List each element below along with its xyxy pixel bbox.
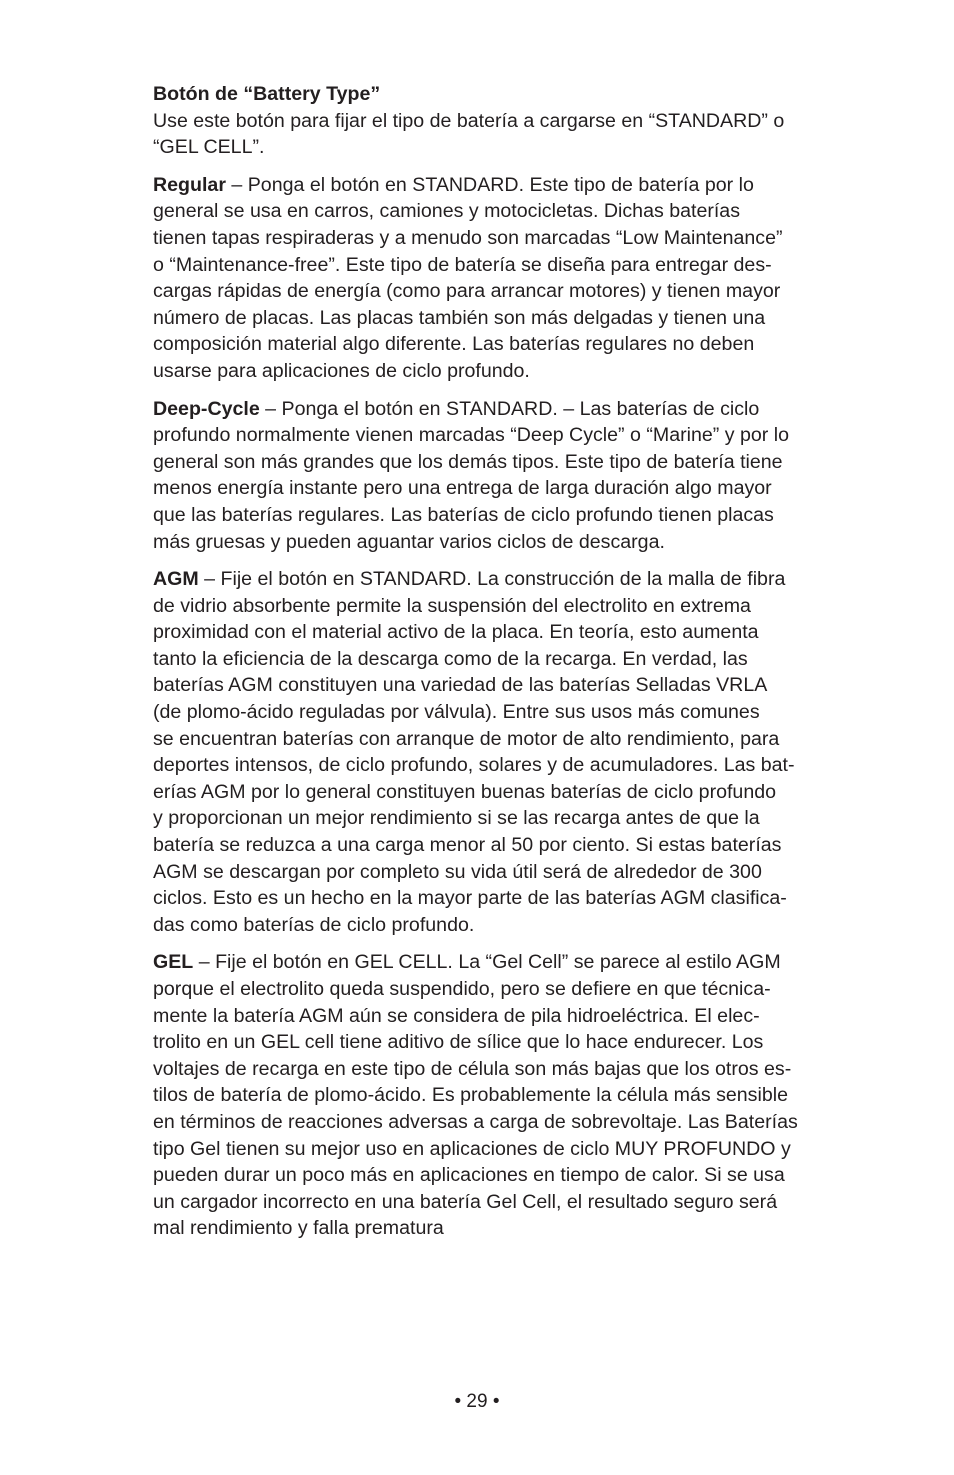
paragraph-agm <box>153 566 873 938</box>
term-agm: AGM <box>153 568 199 591</box>
term-gel: GEL <box>153 951 194 974</box>
paragraph-regular-text: – Ponga el botón en STANDARD. Este tipo de batería por lo general se usa en carros, camiones y motocicletas. Dichas baterías tienen tapas respiraderas y a menudo son marcadas “Low Maintenance” o “Maintenance-free”. Este tipo de batería se diseña para entregar des- cargas rápidas de energía (como para arrancar motores) y tienen mayor número de placas. Las placas también son más delgadas y tienen una composición material algo diferente. Las baterías regulares no deben usarse para aplicaciones de ciclo profundo. <box>153 173 783 382</box>
paragraph-regular <box>153 172 873 385</box>
section-intro-text: Use este botón para fijar el tipo de batería a cargarse en “STANDARD” o “GEL CELL”. <box>153 109 785 159</box>
paragraph-agm-text: – Fije el botón en STANDARD. La construcción de la malla de fibra de vidrio absorbente permite la suspensión del electrolito en extrema proximidad con el material activo de la placa. En teoría, esto aumenta tanto la eficiencia de la descarga como de la recarga. En verdad, las baterías AGM constituyen una variedad de las baterías Selladas VRLA (de plomo-ácido reguladas por válvula). Entre sus usos más comunes se encuentran baterías con arranque de motor de alto rendimiento, para deportes intensos, de ciclo profundo, solares y de acumuladores. Las bat- erías AGM por lo general constituyen buenas baterías de ciclo profundo y proporcionan un mejor rendimiento si se las recarga antes de que la batería se reduzca a una carga menor al 50 por ciento. Si estas baterías AGM se descargan por completo su vida útil será de alrededor de 300 ciclos. Esto es un hecho en la mayor parte de las baterías AGM clasifica- das como baterías de ciclo profundo. <box>153 568 795 936</box>
term-regular: Regular <box>153 173 226 196</box>
paragraph-deep-cycle-text: – Ponga el botón en STANDARD. – Las baterías de ciclo profundo normalmente vienen marcadas “Deep Cycle” o “Marine” y por lo general son más grandes que los demás tipos. Este tipo de batería tiene menos energía instante pero una entrega de larga duración algo mayor que las baterías regulares. Las baterías de ciclo profundo tienen placas más gruesas y pueden aguantar varios ciclos de descarga. <box>153 397 789 553</box>
page-number: • 29 • <box>454 1391 500 1412</box>
paragraph-deep-cycle <box>153 396 873 556</box>
paragraph-gel <box>153 949 873 1242</box>
document-body <box>153 81 873 1253</box>
paragraph-gel-text: – Fije el botón en GEL CELL. La “Gel Cell” se parece al estilo AGM porque el electrolito queda suspendido, pero se defiere en que técnica- mente la batería AGM aún se considera de pila hidroeléctrica. El elec- trolito en un GEL cell tiene aditivo de sílice que lo hace endurecer. Los voltajes de recarga en este tipo de célula son más bajas que los otros es- tilos de batería de plomo-ácido. Es probablemente la célula más sensible en términos de reacciones adversas a carga de sobrevoltaje. Las Baterías tipo Gel tienen su mejor uso en aplicaciones de ciclo MUY PROFUNDO y pueden durar un poco más en aplicaciones en tiempo de calor. Si se usa un cargador incorrecto en una batería Gel Cell, el resultado seguro será mal rendimiento y falla prematura <box>153 951 798 1240</box>
section-heading: Botón de “Battery Type” <box>153 83 381 105</box>
section-intro <box>153 81 873 161</box>
term-deep-cycle: Deep-Cycle <box>153 397 260 420</box>
